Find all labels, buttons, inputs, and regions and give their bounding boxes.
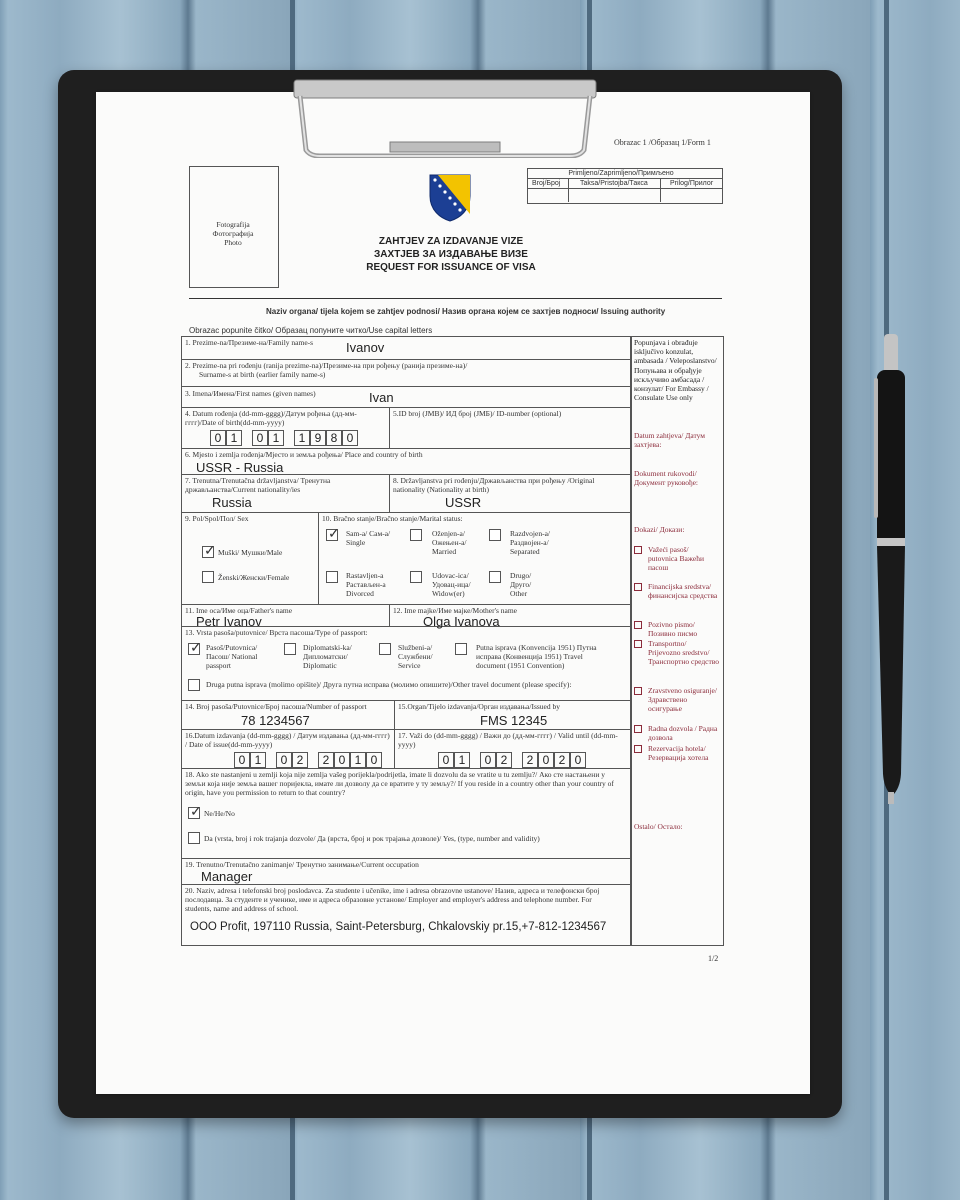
marital-widow-label: Udovac-ica/ Удовац-ица/ Widow(er) — [432, 571, 471, 598]
title-line-3: REQUEST FOR ISSUANCE OF VISA — [366, 262, 536, 273]
sidebar-item-label: Važeći pasoš/ putovnica Важећи пасош — [648, 545, 704, 573]
date-digit-box[interactable]: 0 — [210, 430, 226, 446]
row-line — [181, 604, 630, 605]
col-line — [389, 604, 390, 626]
sex-male-checkbox[interactable] — [202, 546, 214, 558]
title-line-2: ЗАХТЈЕВ ЗА ИЗДАВАЊЕ ВИЗЕ — [374, 249, 528, 260]
marital-divorced-label: Rastavljen-a Растављен-а Divorced — [346, 571, 386, 598]
date-digit-box[interactable]: 2 — [496, 752, 512, 768]
first-name-value[interactable]: Ivan — [369, 390, 394, 405]
office-table-col2: Taksa/Pristojba/Такса — [580, 180, 648, 187]
field2-label: 2. Prezime-na pri rođenju (ranija prezime-na)/Презиме-на при рођењу (ранија презиме-на)/ — [185, 361, 468, 370]
sidebar-checkbox[interactable] — [634, 583, 642, 591]
row-line — [181, 858, 630, 859]
return-permit-no-checkbox[interactable] — [188, 807, 200, 819]
office-table-line — [660, 178, 661, 202]
sidebar-item-label: Zravstveno osiguranje/ Здравствено осигурање — [648, 686, 717, 714]
marital-single-checkbox[interactable] — [326, 529, 338, 541]
sidebar-item-label: Pozivno pismo/ Позивно писмо — [648, 620, 698, 639]
date-digit-box[interactable]: 2 — [318, 752, 334, 768]
field17-label: 17. Važi do (dd-mm-gggg) / Важи до (дд-мм-гггг) / Valid until (dd-mm-yyyy) — [398, 731, 618, 749]
field14-label: 14. Broj pasoša/Putovnice/Број пасоша/Number of passport — [185, 702, 367, 711]
visa-form-page — [96, 92, 810, 1094]
date-digit-box[interactable]: 0 — [252, 430, 268, 446]
date-digit-box[interactable]: 1 — [294, 430, 310, 446]
passport-diplomatic-label: Diplomatski-ka/ Дипломатски/ Diplomatic — [303, 643, 352, 670]
sex-female-label: Ženski/Женски/Female — [218, 573, 290, 582]
field10-label: 10. Bračno stanje/Bračno stanje/Marital status: — [322, 514, 463, 523]
family-name-value[interactable]: Ivanov — [346, 340, 385, 355]
row-line — [181, 386, 630, 387]
row-line — [181, 700, 630, 701]
occupation-value[interactable]: Manager — [201, 869, 253, 884]
pen-icon — [870, 334, 914, 804]
sidebar-checkbox[interactable] — [634, 640, 642, 648]
office-table-line — [527, 188, 722, 189]
marital-widow-checkbox[interactable] — [410, 571, 422, 583]
passport-national-label: Pasoš/Putovnica/ Пасош/ National passport — [206, 643, 258, 670]
sidebar-checkbox[interactable] — [634, 745, 642, 753]
row-line — [181, 359, 630, 360]
row-line — [181, 448, 630, 449]
header-divider — [189, 298, 722, 299]
date-digit-box[interactable]: 8 — [326, 430, 342, 446]
office-table-col3: Prilog/Прилог — [670, 180, 714, 187]
sex-female-checkbox[interactable] — [202, 571, 214, 583]
date-digit-box[interactable]: 1 — [268, 430, 284, 446]
main-form-box — [181, 336, 632, 946]
marital-other-label: Drugo/ Друго/ Other — [510, 571, 532, 598]
passport-number-value[interactable]: 78 1234567 — [241, 713, 310, 728]
original-nationality-value[interactable]: USSR — [445, 495, 482, 510]
date-digit-box[interactable]: 1 — [226, 430, 242, 446]
issued-by-value[interactable]: FMS 12345 — [480, 713, 548, 728]
office-table-header: Primljeno/Zaprimljeno/Примљено — [568, 170, 674, 177]
coat-of-arms-icon — [429, 174, 471, 222]
field5-label: 5.ID broj (JMB)/ ИД број (ЈМБ)/ ID-number (optional) — [393, 409, 562, 418]
mothers-name-value[interactable]: Olga Ivanova — [423, 614, 500, 629]
field11-label: 11. Ime oca/Име оца/Father's name — [185, 606, 293, 615]
marital-separated-checkbox[interactable] — [489, 529, 501, 541]
photo-label-2: Фотографија — [212, 229, 254, 238]
sidebar-other: Ostalo/ Остало: — [634, 822, 683, 831]
row-line — [181, 884, 630, 885]
field15-label: 15.Organ/Tijelo izdavanja/Орган издавања/Issued by — [398, 702, 560, 711]
marital-separated-label: Razdvojen-a/ Раздвојен-а/ Separated — [510, 529, 550, 556]
sidebar-header: Popunjava i obrađuje isključivo konzulat, ambasada / Veleposlanstvo/ Попуњава и обрађује искључиво амбасада /конзулат/ For Embassy / Consulate Use only — [634, 338, 717, 403]
form-number: Obrazac 1 /Образац 1/Form 1 — [614, 138, 711, 147]
field7-label: 7. Trenutna/Trenutačna državljanstva/ Тренутна држављанства/Current nationality/ies — [185, 476, 331, 494]
date-digit-box[interactable]: 0 — [366, 752, 382, 768]
date-digit-box[interactable]: 0 — [334, 752, 350, 768]
office-table-line — [568, 178, 569, 202]
field9-label: 9. Pol/Spol/Пол/ Sex — [185, 514, 249, 523]
sidebar-checkbox[interactable] — [634, 687, 642, 695]
sidebar-docs: Dokument rukovodi/ Документ руковође: — [634, 469, 698, 488]
col-line — [318, 512, 319, 604]
date-digit-box[interactable]: 0 — [342, 430, 358, 446]
field19-label: 19. Trenutno/Trenutačno zanimanje/ Тренутно занимање/Current occupation — [185, 860, 419, 869]
row-line — [181, 512, 630, 513]
col-line — [389, 474, 390, 512]
field16-label: 16.Datum izdavanja (dd-mm-gggg) / Датум издавања (дд-мм-гггг) / Date of issue(dd-mm-yyyy) — [185, 731, 390, 749]
field3-label: 3. Imena/Имена/First names (given names) — [185, 389, 316, 398]
return-permit-no-label: Ne/Не/No — [204, 809, 235, 818]
date-digit-box[interactable]: 2 — [292, 752, 308, 768]
row-line — [181, 729, 630, 730]
office-table-col1: Broj/Број — [532, 180, 561, 187]
date-digit-box[interactable]: 9 — [310, 430, 326, 446]
date-digit-box[interactable]: 0 — [538, 752, 554, 768]
field8-label: 8. Državljanstva pri rođenju/Држављанства при рођењу /Original nationality (Nationality at birth) — [393, 476, 595, 494]
passport-service-checkbox[interactable] — [379, 643, 391, 655]
date-digit-box[interactable]: 2 — [522, 752, 538, 768]
date-digit-box[interactable]: 0 — [234, 752, 250, 768]
row-line — [181, 768, 630, 769]
return-permit-yes-checkbox[interactable] — [188, 832, 200, 844]
marital-other-checkbox[interactable] — [489, 571, 501, 583]
clipboard-clip-icon — [290, 76, 600, 158]
passport-other-label: Druga putna isprava (molimo opišite)/ Друга путна исправа (молимо опишите)/Other travel document (please specify): — [206, 680, 572, 689]
date-digit-box[interactable]: 0 — [438, 752, 454, 768]
passport-other-checkbox[interactable] — [188, 679, 200, 691]
return-permit-yes-label: Da (vrsta, broj i rok trajanja dozvole/ Да (врста, број и рок трајања дозволе)/ Yes, (type, number and validity) — [204, 834, 540, 843]
passport-national-checkbox[interactable] — [188, 643, 200, 655]
field13-label: 13. Vrsta pasoša/putovnice/ Врста пасоша/Type of passport: — [185, 628, 368, 637]
date-digit-box[interactable]: 1 — [250, 752, 266, 768]
sidebar-item-label: Financijska sredstva/ финансијска средства — [648, 582, 718, 601]
passport-diplomatic-checkbox[interactable] — [284, 643, 296, 655]
instruction: Obrazac popunite čitko/ Образац попуните читко/Use capital letters — [189, 326, 433, 335]
field12-label: 12. Ime majke/Име мајке/Mother's name — [393, 606, 518, 615]
sidebar-checkbox[interactable] — [634, 725, 642, 733]
marital-married-label: Oženjen-a/ Ожењен-а/ Married — [432, 529, 467, 556]
issuing-authority: Naziv organa/ tijela kojem se zahtjev podnosi/ Назив органа којем се захтјев подноси/ Issuing authority — [266, 307, 666, 316]
page-number: 1/2 — [708, 954, 719, 963]
sidebar-checkbox[interactable] — [634, 546, 642, 554]
sidebar-checkbox[interactable] — [634, 621, 642, 629]
field18-label: 18. Ako ste nastanjeni u zemlji koja nije zemlja vašeg porijekla/podrijetla, imate li dozvolu da se vratite u tu zemlju?/ Ако сте настањени у земљи која није земља вашег поријекла, имате ли дозволу да се вратите у ту земљу?/ If you reside in a country other than your country of origin, have you permission to return to that country? — [185, 770, 614, 797]
fathers-name-value[interactable]: Petr Ivanov — [196, 614, 262, 629]
sidebar-item-label: Transportno/ Prijevozno sredstvo/ Транспортно средство — [648, 639, 720, 667]
current-nationality-value[interactable]: Russia — [212, 495, 252, 510]
passport-travel-checkbox[interactable] — [455, 643, 467, 655]
photo-label-3: Photo — [224, 238, 242, 247]
title-line-1: ZAHTJEV ZA IZDAVANJE VIZE — [378, 236, 524, 247]
sidebar-date: Datum zahtjeva/ Датум захтјева: — [634, 431, 706, 450]
marital-single-label: Sam-a/ Сам-а/ Single — [346, 529, 391, 547]
date-digit-box[interactable]: 1 — [350, 752, 366, 768]
field6-label: 6. Mjesto i zemlja rođenja/Мјесто и земља рођења/ Place and country of birth — [185, 450, 423, 459]
sex-male-label: Muški/ Мушки/Male — [218, 548, 283, 557]
passport-travel-label: Putna isprava (Konvencija 1951) Путна исправа (Конвенција 1951) Travel document (1951 Convention) — [476, 643, 597, 670]
row-line — [181, 407, 630, 408]
field2-label-b: Surname-s at birth (earlier family name-s) — [199, 370, 326, 379]
passport-service-label: Službeni-a/ Службени/ Service — [398, 643, 433, 670]
place-of-birth-value[interactable]: USSR - Russia — [196, 460, 284, 475]
sidebar-item-label: Radna dozvola / Радна дозвола — [648, 724, 718, 743]
employer-value[interactable]: OOO Profit, 197110 Russia, Saint-Petersburg, Chkalovskiy pr.15,+7-812-1234567 — [190, 921, 607, 933]
sidebar-item-label: Rezervacija hotela/ Резервација хотела — [648, 744, 709, 763]
marital-divorced-checkbox[interactable] — [326, 571, 338, 583]
marital-married-checkbox[interactable] — [410, 529, 422, 541]
date-digit-box[interactable]: 1 — [454, 752, 470, 768]
date-digit-box[interactable]: 0 — [276, 752, 292, 768]
col-line — [394, 700, 395, 768]
date-digit-box[interactable]: 0 — [570, 752, 586, 768]
date-digit-box[interactable]: 0 — [480, 752, 496, 768]
col-line — [389, 407, 390, 448]
field20-label: 20. Naziv, adresa i telefonski broj poslodavca. Za studente i učenike, ime i adresa obrazovne ustanove/ Назив, адреса и телефонски број послодавца. За студенте и ученике, име и адреса образовне установе/ Employer and employer's address and telephone number. For students, name and address of school. — [185, 886, 600, 913]
date-digit-box[interactable]: 2 — [554, 752, 570, 768]
field4-label: 4. Datum rođenja (dd-mm-gggg)/Датум рођења (дд-мм-гггг)/Date of birth(dd-mm-yyyy) — [185, 409, 357, 427]
sidebar-proofs: Dokazi/ Докази: — [634, 525, 685, 534]
field1-label: 1. Prezime-na/Презиме-на/Family name-s — [185, 338, 314, 347]
photo-label-1: Fotografija — [216, 220, 250, 229]
